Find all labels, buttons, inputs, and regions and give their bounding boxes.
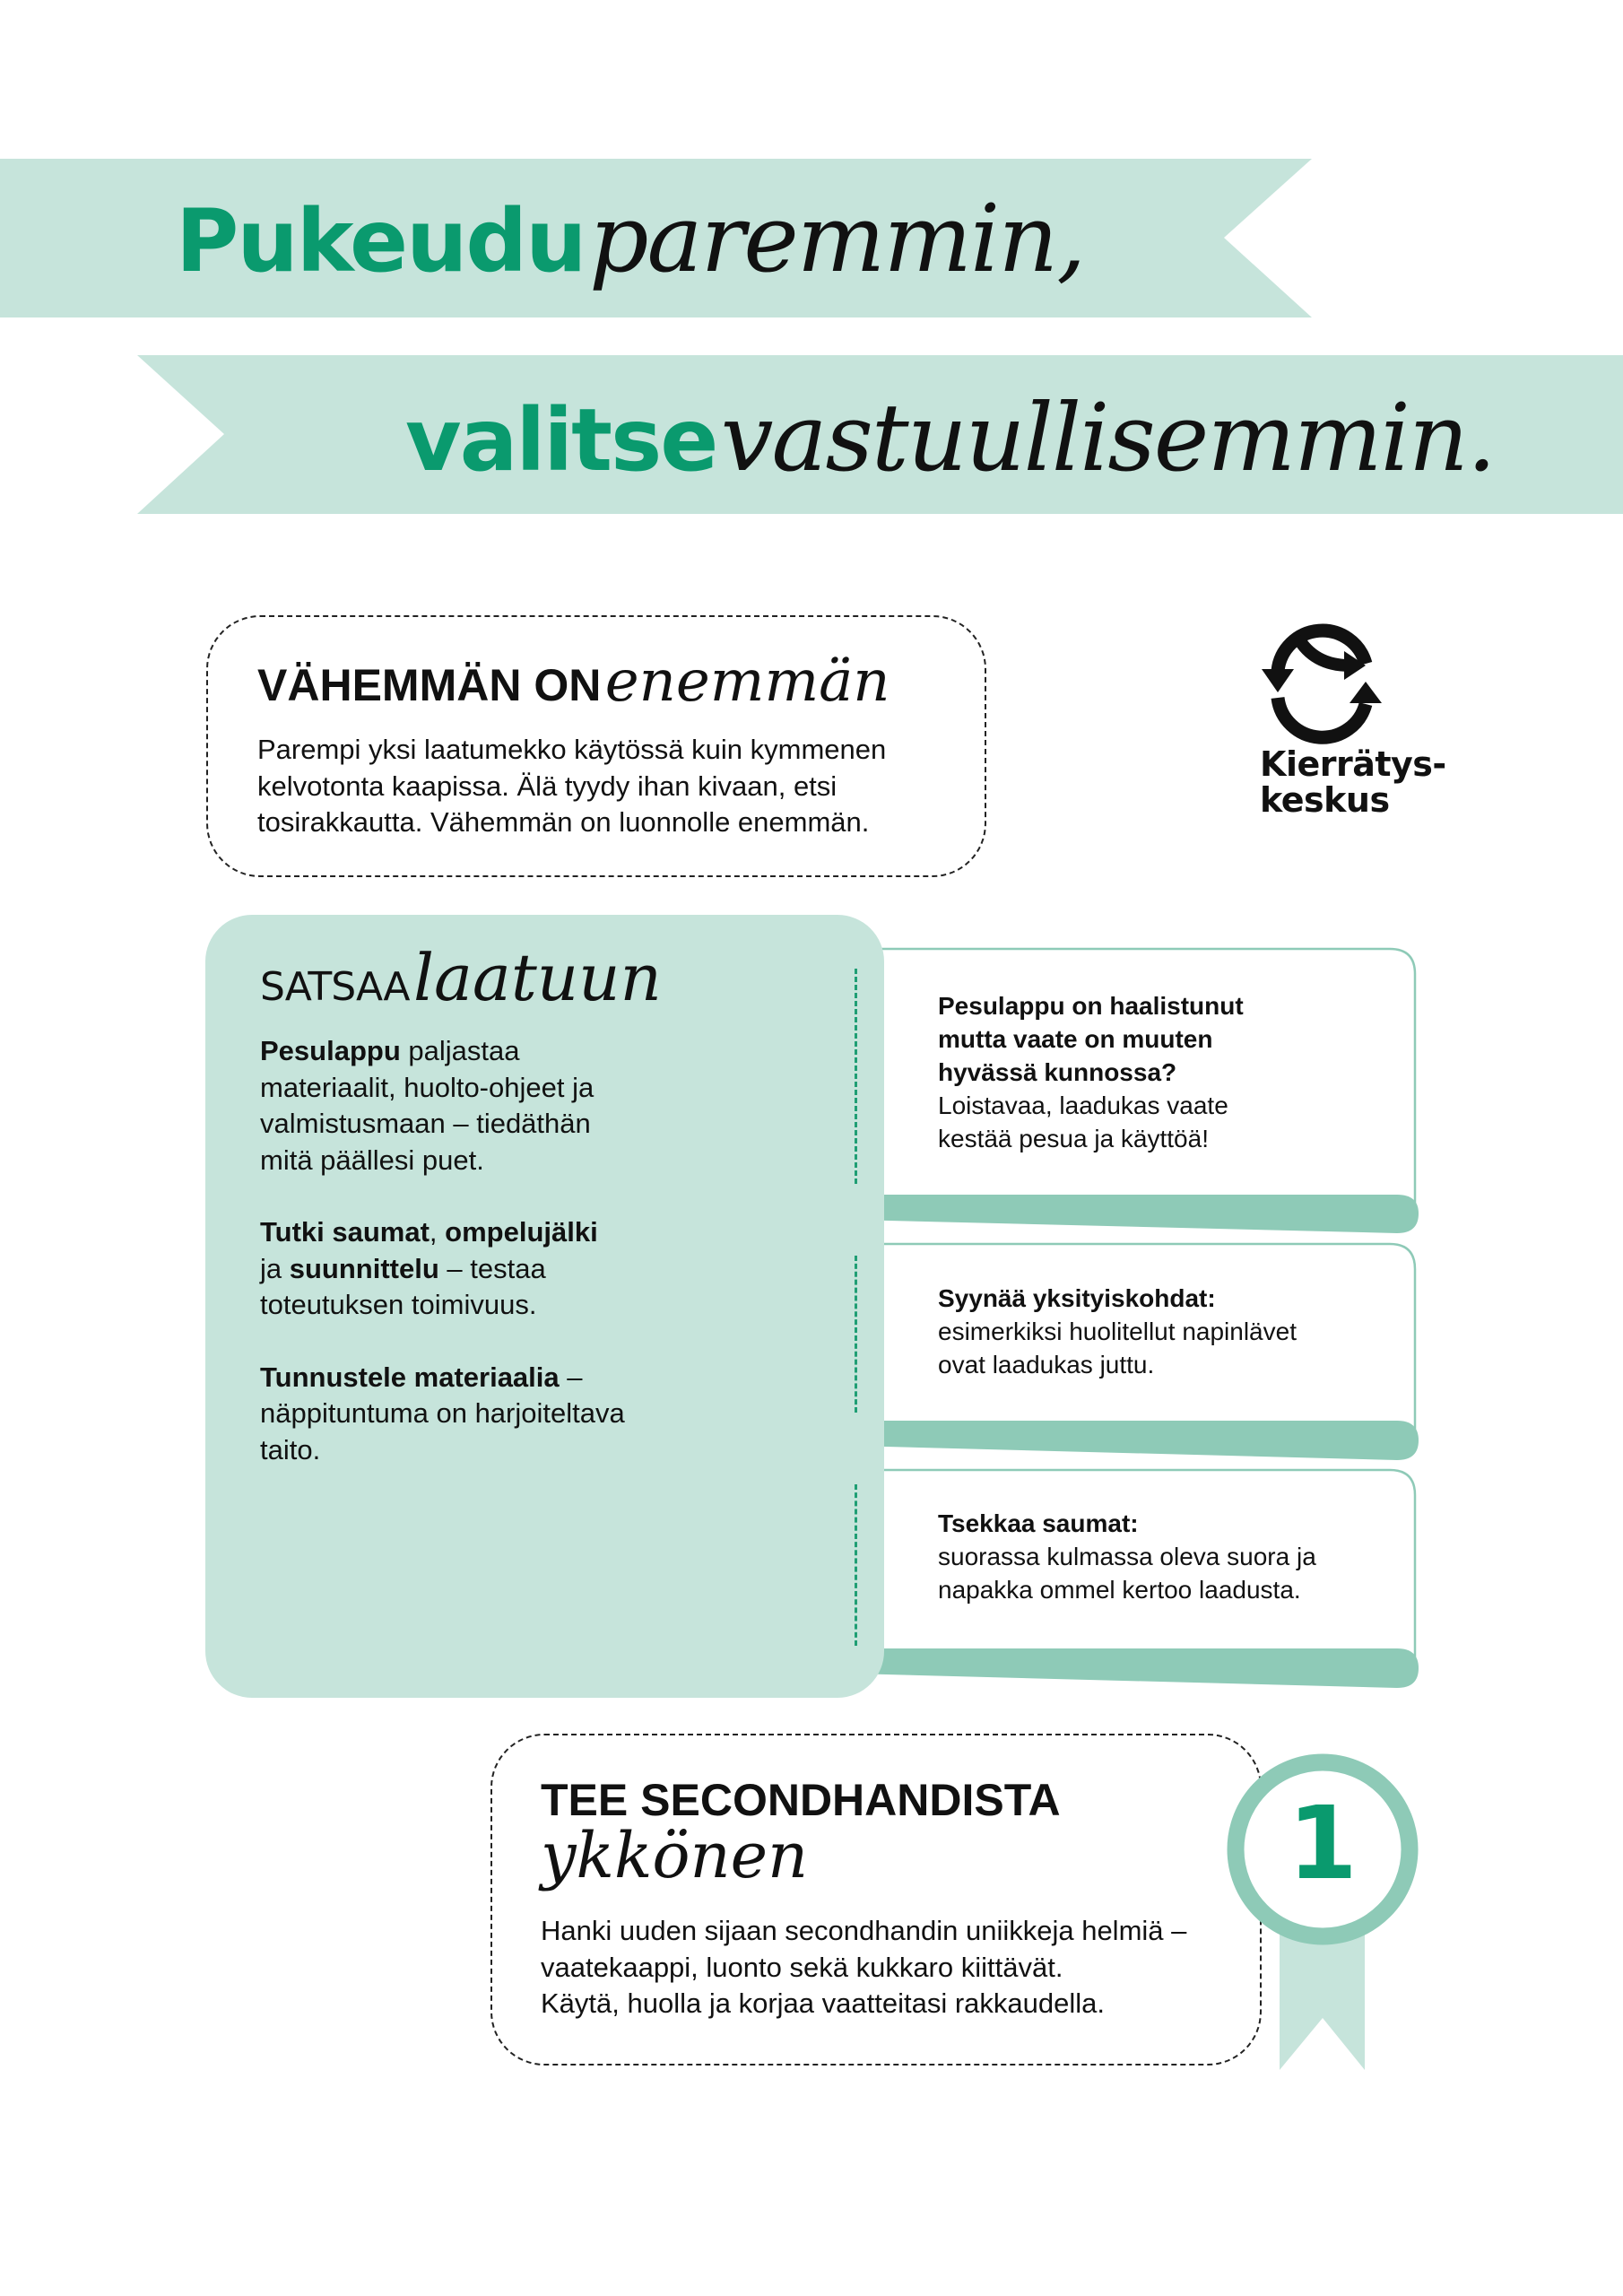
recycle-arrows-icon [1251,610,1385,744]
headline-line-1 [176,184,1085,293]
body-line: tosirakkautta. Vähemmän on luonnolle enemmän. [257,806,870,838]
body-line: Parempi yksi laatumekko käytössä kuin kymmenen [257,734,887,765]
heading-caps: SATSAA [260,964,410,1010]
body-line [260,1251,834,1288]
body-line [260,1360,834,1396]
logo-text [1260,746,1446,818]
bold-run: saumat [324,1216,430,1248]
text-run: ja [260,1252,290,1284]
text-run: – testaa [438,1252,546,1284]
bold-run: Pesulappu [260,1035,401,1066]
tip-card-2-text [938,1282,1386,1381]
secondhand-body [541,1913,1240,2022]
quality-paragraph [260,1360,834,1469]
kierratyskeskus-logo [1251,610,1448,834]
less-is-more-heading [257,648,890,715]
body-line: Käytä, huolla ja korjaa vaatteitasi rakkaudella. [541,1987,1105,2019]
body-line: mitä päällesi puet. [260,1144,484,1176]
quality-body [260,1033,834,1504]
body-line: taito. [260,1433,321,1465]
logo-line-1: Kierrätys- [1260,744,1446,784]
heading-italic: ykkönen [541,1819,809,1892]
body-line: näppituntuma on harjoiteltava [260,1397,625,1429]
tip-title-line: mutta vaate on muuten [938,1025,1213,1053]
less-is-more-body [257,732,966,841]
tip-body-line: ovat laadukas juttu. [938,1351,1155,1378]
headline-italic-word-1: paremmin, [588,184,1085,293]
tip-body-line: Loistavaa, laadukas vaate [938,1091,1228,1119]
badge-number: 1 [1288,1786,1358,1902]
body-line: materiaalit, huolto-ohjeet ja [260,1071,595,1103]
headline-bold-word-2: valitse [405,390,717,491]
tip-body-line: napakka ommel kertoo laadusta. [938,1576,1301,1604]
heading-caps: TEE SECONDHANDISTA [541,1775,1061,1825]
tip-card-1-text [938,989,1386,1155]
heading-italic: enemmän [604,648,890,715]
heading-caps: VÄHEMMÄN ON [257,660,602,710]
tip-title-line: hyvässä kunnossa? [938,1058,1177,1086]
secondhand-heading [541,1775,1061,1892]
bold-run: Tunnustele materiaalia [260,1361,560,1393]
tip-body-line: esimerkiksi huolitellut napinlävet [938,1318,1297,1345]
award-ribbon-icon [1224,1749,1421,2074]
bold-run: Tutki [260,1216,325,1248]
body-line: kelvotonta kaapissa. Älä tyydy ihan kivaan, etsi [257,770,838,802]
quality-paragraph [260,1214,834,1324]
quality-paragraph [260,1033,834,1178]
heading-italic: laatuun [412,940,662,1015]
tip-body-line: suorassa kulmassa oleva suora ja [938,1543,1316,1570]
bold-run: ompelujälki [445,1216,598,1248]
body-line: valmistusmaan – tiedäthän [260,1108,591,1139]
tip-title-line: Syynää yksityiskohdat: [938,1284,1216,1312]
tip-title-line: Pesulappu on haalistunut [938,992,1244,1020]
stitch-line [855,1484,857,1646]
body-line: toteutuksen toimivuus. [260,1289,537,1320]
headline-bold-word-1: Pukeudu [176,191,586,291]
tip-card-3-text [938,1507,1386,1606]
body-line [260,1033,834,1070]
stitch-line [855,1256,857,1413]
headline-italic-word-2: vastuullisemmin. [720,383,1495,492]
quality-heading [260,940,662,1015]
body-line: vaatekaappi, luonto sekä kukkaro kiittävät. [541,1951,1063,1983]
tip-title-line: Tsekkaa saumat: [938,1509,1139,1537]
body-line: Hanki uuden sijaan secondhandin uniikkeja helmiä – [541,1915,1187,1946]
text-run: – [559,1361,583,1393]
text-run: , [429,1216,446,1248]
text-run: paljastaa [400,1035,520,1066]
body-line [260,1214,834,1251]
stitch-line [855,969,857,1184]
bold-run: suunnittelu [289,1252,439,1284]
logo-line-2: keskus [1260,780,1390,820]
headline-line-2 [405,383,1495,492]
tip-body-line: kestää pesua ja käyttöä! [938,1125,1209,1152]
